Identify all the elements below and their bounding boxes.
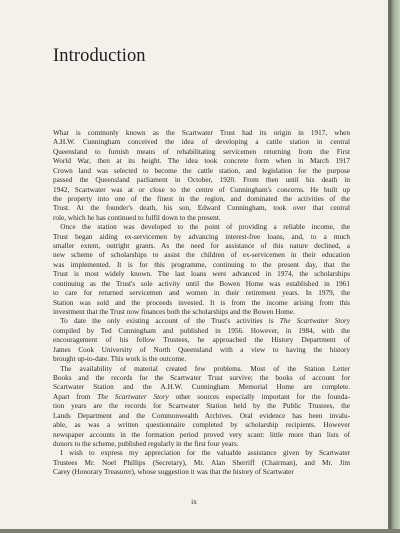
page-title: Introduction — [53, 46, 146, 66]
text-line: Station was sold and the proceeds invested. It is from the income arising from this — [53, 298, 350, 307]
book-cover-edge — [390, 0, 400, 533]
text-line: compiled by Ted Cunningham and published in 1956. However, in 1984, with the — [53, 326, 350, 335]
text-line: the property into one of the finest in the region, and dominated the activities of the — [53, 194, 350, 203]
text-line: James Cook University of North Queensland with a view to having the history — [53, 345, 350, 354]
text-line: Carey (Honorary Treasurer), whose suggestion it was that the history of Scartwater — [53, 468, 294, 477]
text-line: Crown land was selected to become the cattle station, and legislation for the purpose — [53, 166, 350, 175]
body-text — [53, 129, 350, 478]
paragraph — [53, 449, 350, 477]
text-line: Apart from The Scartwater Story other sources especially important for the founda- — [53, 392, 351, 401]
paragraph — [53, 223, 350, 317]
text-line: Trust is most widely known. The last loans were advanced in 1974, the scholarships — [53, 270, 350, 279]
text-line: passed the Queensland parliament in October, 1920. From then until his death in — [53, 176, 350, 185]
text-line: Books and the records for the Scartwater Trust survive; the books of account for — [53, 373, 350, 382]
text-line: Trust. At the founder's death, his son, Edward Cunningham, took over that central — [53, 204, 350, 213]
text-line: Scartwater Station and the A.H.W. Cunningham Memorial Home are complete. — [53, 383, 350, 392]
page-number: ix — [191, 497, 197, 506]
text-line: Trustees Mr. Noel Phillips (Secretary), Mr. Alan Sherriff (Chairman), and Mr. Jim — [53, 458, 350, 467]
text-line: I wish to express my appreciation for the valuable assistance given by Scartwater — [53, 449, 350, 458]
text-line: newspaper accounts in the formation period proved very scant: little more than lists of — [53, 430, 350, 439]
text-line: investment that the Trust now finances both the scholarships and the Bowen Home. — [53, 308, 295, 317]
text-line: to care for returned servicemen and women in their retirement years. In 1979, the — [53, 289, 350, 298]
text-line: Once the station was developed to the point of providing a reliable income, the — [53, 223, 350, 232]
paragraph — [53, 317, 350, 364]
paragraph — [53, 129, 350, 223]
text-line: tion years are the records for Scartwater Station held by the Public Trustees, the — [53, 402, 350, 411]
text-line: smaller extent, outright grants. As the need for assistance of this nature declined, a — [53, 242, 350, 251]
text-line: 1942, Scartwater was at or close to the centre of Cunningham's concerns. He built up — [53, 185, 350, 194]
text-line: The availability of material created few problems. Most of the Station Letter — [53, 364, 350, 373]
text-line: brought up-to-date. This work is the outcome. — [53, 355, 187, 364]
text-line: Queensland to furnish means of rehabilitating servicemen returning from the First — [53, 147, 350, 156]
paragraph — [53, 365, 350, 450]
text-line: continuing as the Trust's sole activity until the Bowen Home was established in 1961 — [53, 279, 350, 288]
text-line: role, which he has continued to fulfil down to the present. — [53, 213, 221, 222]
text-line: To date the only existing account of the Trust's activities is The Scartwater Story — [53, 317, 350, 326]
text-line: was implemented. It is for this programme, continuing to the present day, that the — [53, 260, 350, 269]
text-line: able, as was a written questionnaire completed by scholarship recipients. However — [53, 421, 350, 430]
page-bottom-edge — [0, 529, 400, 533]
text-line: A.H.W. Cunningham conceived the idea of developing a cattle station in central — [53, 138, 350, 147]
text-line: new scheme of scholarships to assist the children of ex-servicemen in their education — [53, 251, 350, 260]
text-line: World War, then at its height. The idea took concrete form when in March 1917 — [53, 157, 350, 166]
text-line: encouragement of his fellow Trustees, he approached the History Department of — [53, 336, 350, 345]
text-line: Trust began aiding ex-servicemen by advancing interest-free loans, and, to a much — [53, 232, 350, 241]
text-line: donors to the scheme, published regularly in the first four years. — [53, 439, 239, 448]
text-line: Lands Department and the Commonwealth Archives. Oral evidence has been invalu- — [53, 411, 350, 420]
text-line: What is commonly known as the Scartwater Trust had its origin in 1917, when — [53, 129, 350, 137]
